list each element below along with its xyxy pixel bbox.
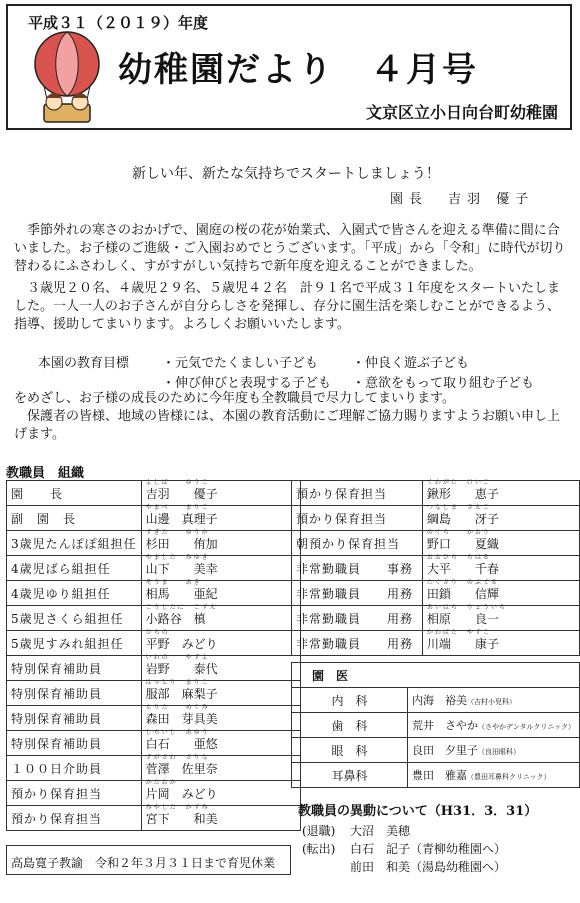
principal-signature [390,188,534,207]
staff-name: 森田 芽具美 [145,711,218,726]
doctor-name: 荒井 さやか [411,719,478,732]
staff-name-ruby [145,628,218,652]
staff-table-left [6,480,301,831]
staff-name-reading: はっとり まりこ [145,678,210,686]
newsletter-header [6,4,572,130]
staff-name-ruby [145,803,218,827]
staff-name: 野口 夏織 [426,536,499,551]
doctor-clinic: （豊田耳鼻科クリニック） [466,773,551,781]
staff-role: 5歳児すみれ組担任 [7,631,142,656]
staff-role: 預かり保育担当 [7,781,142,806]
staff-name: 宮下 和美 [145,811,218,826]
staff-role: 特別保育補助員 [7,731,142,756]
staff-name-reading: こうじたに こずえ [145,603,218,611]
staff-name: 平野 みどり [145,636,218,651]
staff-name-ruby [145,503,218,527]
transfer-label: (転出) [302,842,336,856]
staff-name: 杉田 侑加 [145,536,218,551]
paragraph-2: ３歳児２０名、４歳児２９名、５歳児４２名 計９１名で平成３１年度をスタートいたしました。一人一人のお子さんが自分らしさを発揮し、存分に園生活を楽しむことができるよう、指導、援助してまいります。よろしくお願いいたします。 [14,281,561,332]
doctor-name: 良田 夕里子 [411,744,478,757]
staff-name: 田鎖 信輝 [426,586,499,601]
doctor-dept: 眼 科 [292,738,408,763]
hot-air-balloon-icon [22,30,112,126]
staff-name-reading: よしば ゆうこ [145,478,210,486]
staff-name: 大平 千春 [426,561,499,576]
staff-role: 非常勤職員 用務 [292,631,423,656]
goal-item: ・仲良く遊ぶ子ども [352,356,470,371]
doctor-row [292,738,580,763]
staff-name: 相馬 亜紀 [145,586,218,601]
staff-name-ruby [145,703,218,727]
doctor-row [292,763,580,788]
staff-role: 特別保育補助員 [7,656,142,681]
staff-role: 特別保育補助員 [7,681,142,706]
staff-name-reading: そうま あき [145,578,202,586]
goals-label: 本園の教育目標 [38,356,130,371]
staff-role: 4歳児ゆり組担任 [7,581,142,606]
staff-section-title: 教職員 組織 [6,466,85,481]
doctor-row [292,713,580,738]
staff-role: 5歳児さくら組担任 [7,606,142,631]
doctor-cell [407,713,579,738]
staff-name-reading: のぐち かおり [426,528,491,536]
staff-name-ruby [426,553,499,577]
staff-name-reading: いわの やすよ [145,653,210,661]
doctor-dept: 内 科 [292,688,408,713]
staff-name: 綱島 冴子 [426,511,499,526]
staff-role: 特別保育補助員 [7,706,142,731]
staff-name-ruby [145,653,218,677]
staff-transfers [298,800,538,874]
staff-name-reading: すがさわ さりな [145,753,210,761]
staff-name-ruby [145,753,218,777]
staff-name-ruby [145,678,218,702]
staff-name-reading: あいはら りょういち [426,603,507,611]
staff-name-ruby [426,478,499,502]
staff-name-ruby [145,528,218,552]
transfer-2: 前田 和美（湯島幼稚園へ） [350,860,507,874]
staff-name-cell [141,803,300,831]
doctor-cell [407,688,579,713]
staff-name-ruby [145,603,218,627]
paragraph-1: 季節外れの寒さのおかげで、園庭の桜の花が始業式、入園式で皆さんを迎える準備に間に合いました。お子様のご進級・ご入園おめでとうございます。「平成」から「令和」に時代が切り替わるにふさわしく、すがすがしい気持ちで新年度を迎えることができました。 [14,223,566,274]
staff-name-reading: しらいし あゆう [145,728,210,736]
paragraph-3: をめざし、お子様の成長のために今年度も全教職員で尽力してまいります。 [14,391,455,406]
staff-name-reading: かたおか [145,778,178,786]
staff-name-ruby [145,553,218,577]
staff-name-reading: つなしま さえこ [426,503,491,511]
staff-name-ruby [145,778,218,802]
staff-name: 山下 美幸 [145,561,218,576]
retire-name: 大沼 美穂 [350,824,411,838]
doctor-clinic: （吉村小児科） [466,698,516,706]
doctor-row [292,688,580,713]
principal-name: 吉羽 優子 [448,192,535,207]
staff-name-reading: くわがた けいこ [426,478,491,486]
paragraph-4: 保護者の皆様、地域の皆様には、本園の教育活動にご理解ご協力賜りますようお願い申し上げます。 [14,409,561,442]
doctors-title: 園 医 [292,663,580,688]
staff-role: 預かり保育担当 [292,506,423,531]
staff-name-ruby [426,628,499,652]
leave-note: 高島寛子教諭 令和２年３月３１日まで育児休業 [6,845,291,875]
staff-name: 山邊 真理子 [145,511,218,526]
staff-name-reading: かわばた やすこ [426,628,491,636]
retire-label: (退職) [302,824,336,838]
staff-role: １００日介助員 [7,756,142,781]
staff-name: 吉羽 優子 [145,486,218,501]
doctor-name: 内海 裕美 [411,694,467,707]
staff-name: 鍬形 恵子 [426,486,499,501]
staff-role: 4歳児ばら組担任 [7,556,142,581]
doctor-name: 豊田 雅嘉 [411,769,467,782]
staff-name-reading: やました みゆき [145,553,210,561]
doctor-cell [407,738,579,763]
doctor-dept: 耳鼻科 [292,763,408,788]
staff-table-right [291,480,580,656]
staff-name-ruby [145,728,218,752]
staff-name: 菅澤 佐里奈 [145,761,218,776]
staff-name-reading: おおひら ちはる [426,553,491,561]
staff-name-reading: やまべ まりこ [145,503,210,511]
staff-name-ruby [145,478,218,502]
staff-name-reading: たぐさり のぶてる [426,578,499,586]
staff-role: 園 長 [7,481,142,506]
doctor-clinic: （良田眼科） [477,748,520,756]
goal-item: ・元気でたくましい子ども [162,356,319,371]
staff-name: 小路谷 槙 [145,611,206,626]
principal-role: 園長 [390,192,429,207]
transfers-title: 教職員の異動について（H31．3．31） [298,804,538,819]
staff-role: 副 園 長 [7,506,142,531]
staff-name-reading: ひらの [145,628,170,636]
goal-item: ・意欲をもって取り組む子ども [352,376,535,391]
staff-row [292,631,580,656]
staff-role: 3歳児たんぽぽ組担任 [7,531,142,556]
doctors-table [291,662,580,788]
staff-name-ruby [426,603,507,627]
staff-name-ruby [426,528,499,552]
staff-role: 非常勤職員 事務 [292,556,423,581]
staff-name: 岩野 泰代 [145,661,218,676]
staff-name-reading: すぎた ゆうか [145,528,210,536]
staff-role: 非常勤職員 用務 [292,581,423,606]
staff-name-ruby [145,578,218,602]
staff-role: 非常勤職員 用務 [292,606,423,631]
goal-item: ・伸び伸びと表現する子ども [162,376,332,391]
doctor-clinic: （さやかデンタルクリニック） [477,723,575,731]
greeting: 新しい年、新たな気持ちでスタートしましょう！ [132,166,440,182]
fiscal-year: 平成３１（２０１９）年度 [28,14,209,32]
staff-name: 白石 亜悠 [145,736,218,751]
staff-row [7,806,301,831]
doctor-dept: 歯 科 [292,713,408,738]
staff-role: 朝預かり保育担当 [292,531,423,556]
staff-name: 相原 良一 [426,611,499,626]
staff-role: 預かり保育担当 [7,806,142,831]
staff-name-cell [422,628,579,656]
staff-name: 服部 麻梨子 [145,686,218,701]
staff-name-reading: もりた めぐみ [145,703,210,711]
school-name: 文京区立小日向台町幼稚園 [365,103,558,122]
staff-name-reading: みやした かずみ [145,803,210,811]
staff-name-ruby [426,503,499,527]
transfer-1: 白石 記子（青柳幼稚園へ） [350,842,507,856]
staff-role: 預かり保育担当 [292,481,423,506]
newsletter-title: 幼稚園だより ４月号 [118,50,478,90]
staff-name-ruby [426,578,499,602]
doctor-cell [407,763,579,788]
staff-name: 川端 康子 [426,636,499,651]
staff-name: 片岡 みどり [145,786,218,801]
